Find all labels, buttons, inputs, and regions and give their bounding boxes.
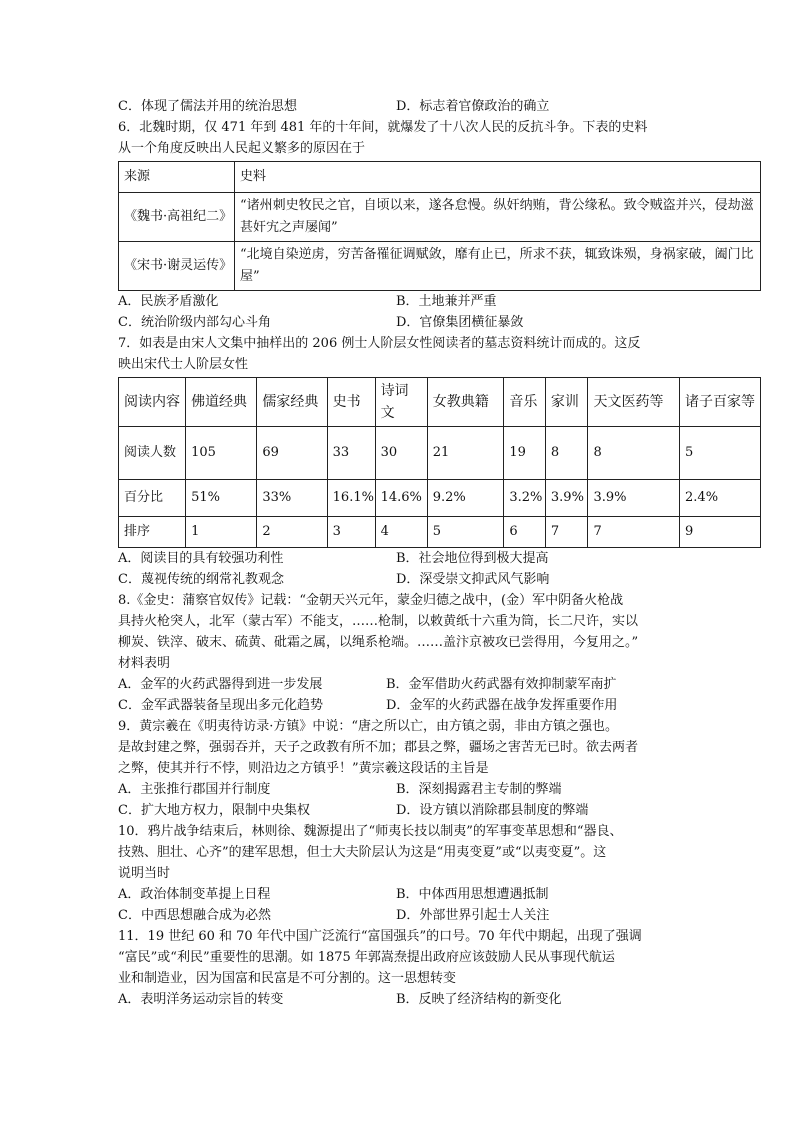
question-10-options-ab — [118, 884, 764, 905]
question-11-stem-line-2: “富民”或“利民”重要性的思潮。如 1875 年郭嵩焘提出政府应该鼓励人民从事现代航运 — [118, 950, 615, 965]
question-6-stem-line-2: 从一个角度反映出人民起义繁多的原因在于 — [118, 141, 366, 156]
option-b: B．深刻揭露君主专制的弊端 — [396, 782, 562, 797]
table-cell: 16.1% — [327, 480, 375, 517]
option-b: B．金军借助火药武器有效抑制蒙军南扩 — [386, 677, 617, 692]
question-8-stem-line-2: 具持火枪突人，北军（蒙古军）不能支，……枪制，以敕黄纸十六重为筒，长二尺许，实以 — [118, 614, 639, 629]
table-row — [119, 480, 761, 517]
question-7 — [118, 333, 764, 590]
header-cell: 诗词文 — [375, 378, 427, 427]
question-8 — [118, 590, 764, 716]
table-header-row — [119, 378, 761, 427]
table-cell: 2 — [257, 517, 327, 548]
header-cell: 阅读内容 — [119, 378, 186, 427]
table-cell: 105 — [186, 427, 257, 480]
question-9 — [118, 716, 764, 821]
header-cell: 儒家经典 — [257, 378, 327, 427]
option-b: B．反映了经济结构的新变化 — [396, 992, 562, 1007]
option-d: D．金军的火药武器在战争发挥重要作用 — [386, 698, 618, 713]
header-cell: 女教典籍 — [427, 378, 504, 427]
option-b: B．土地兼并严重 — [396, 294, 497, 309]
question-11-stem-line-3: 业和制造业，因为国富和民富是不可分割的。这一思想转变 — [118, 971, 457, 986]
question-6-options-ab — [118, 291, 764, 312]
option-d: D．官僚集团横征暴敛 — [396, 315, 524, 330]
table-cell: 9 — [680, 517, 761, 548]
row-label: 排序 — [119, 517, 186, 548]
header-cell: 家训 — [545, 378, 588, 427]
option-c: C．统治阶级内部勾心斗角 — [118, 315, 271, 330]
row-label: 百分比 — [119, 480, 186, 517]
table-row — [119, 193, 761, 242]
question-11-options-ab — [118, 989, 764, 1010]
table-cell: 8 — [588, 427, 680, 480]
question-7-options-cd — [118, 569, 764, 590]
question-9-stem-line-3: 之弊，使其并行不悖，则沿边之方镇乎！”黄宗羲这段话的主旨是 — [118, 761, 489, 776]
question-7-table — [118, 377, 761, 548]
table-cell: 5 — [680, 427, 761, 480]
question-9-options-ab — [118, 779, 764, 800]
question-10 — [118, 821, 764, 926]
header-cell: 音乐 — [504, 378, 546, 427]
question-6 — [118, 117, 764, 333]
header-source: 来源 — [119, 162, 235, 193]
table-cell: 9.2% — [427, 480, 504, 517]
table-cell: 69 — [257, 427, 327, 480]
question-6-table — [118, 161, 761, 291]
question-6-options-cd — [118, 312, 764, 333]
option-d: D．外部世界引起士人关注 — [396, 908, 550, 923]
question-6-stem-line-1: 6．北魏时期，仅 471 年到 481 年的十年间，就爆发了十八次人民的反抗斗争。下表的史料 — [118, 120, 648, 135]
option-a: A．民族矛盾激化 — [118, 294, 219, 309]
table-cell: 6 — [504, 517, 546, 548]
option-d: D．标志着官僚政治的确立 — [396, 99, 550, 114]
header-cell: 天文医药等 — [588, 378, 680, 427]
question-9-stem-line-1: 9．黄宗羲在《明夷待访录·方镇》中说：“唐之所以亡，由方镇之弱，非由方镇之强也。 — [118, 719, 619, 734]
option-c: C．金军武器装备呈现出多元化趋势 — [118, 698, 323, 713]
row-source: 《宋书·谢灵运传》 — [119, 242, 235, 291]
header-cell: 史书 — [327, 378, 375, 427]
option-b: B．中体西用思想遭遇抵制 — [396, 887, 549, 902]
row-source: 《魏书·高祖纪二》 — [119, 193, 235, 242]
question-7-stem-line-2: 映出宋代士人阶层女性 — [118, 357, 249, 372]
row-material: “北境自染逆虏，穷苦备罹征调赋敛，靡有止已，所求不获，辄致诛殒，身祸家破，阖门比屋” — [235, 242, 761, 291]
table-cell: 21 — [427, 427, 504, 480]
option-a: A．主张推行郡国并行制度 — [118, 782, 271, 797]
row-material: “诸州刺史牧民之官，自顷以来，遂各怠慢。纵奸纳贿，背公缘私。致令贼盗并兴，侵劫滋甚奸宄之声屡闻” — [235, 193, 761, 242]
option-a: A．表明洋务运动宗旨的转变 — [118, 992, 284, 1007]
question-8-stem-line-4: 材料表明 — [118, 656, 171, 671]
row-label: 阅读人数 — [119, 427, 186, 480]
option-a: A．阅读目的具有较强功利性 — [118, 551, 284, 566]
question-10-options-cd — [118, 905, 764, 926]
question-10-stem-line-2: 技熟、胆壮、心齐”的建军思想，但士大夫阶层认为这是“用夷变夏”或“以夷变夏”。这 — [118, 845, 607, 860]
question-7-stem-line-1: 7．如表是由宋人文集中抽样出的 206 例士人阶层女性阅读者的墓志资料统计而成的。这反 — [118, 336, 641, 351]
table-cell: 19 — [504, 427, 546, 480]
header-cell: 诸子百家等 — [680, 378, 761, 427]
table-cell: 14.6% — [375, 480, 427, 517]
header-material: 史料 — [235, 162, 761, 193]
table-header-row — [119, 162, 761, 193]
table-cell: 3 — [327, 517, 375, 548]
prev-question-options — [118, 96, 764, 117]
table-row — [119, 427, 761, 480]
table-cell: 1 — [186, 517, 257, 548]
header-cell: 佛道经典 — [186, 378, 257, 427]
question-8-stem-line-3: 柳炭、铁滓、破末、硫黄、砒霜之属，以绳系枪端。……盖汴京被攻已尝得用，今复用之。” — [118, 635, 639, 650]
option-c: C．中西思想融合成为必然 — [118, 908, 271, 923]
option-d: D．深受崇文抑武风气影响 — [396, 572, 550, 587]
question-11 — [118, 926, 764, 1010]
table-cell: 3.9% — [545, 480, 588, 517]
table-cell: 7 — [545, 517, 588, 548]
table-cell: 51% — [186, 480, 257, 517]
option-d: D．设方镇以消除郡县制度的弊端 — [396, 803, 589, 818]
question-8-options-ab — [118, 674, 764, 695]
option-a: A．政治体制变革提上日程 — [118, 887, 271, 902]
question-8-options-cd — [118, 695, 764, 716]
table-cell: 33% — [257, 480, 327, 517]
table-cell: 8 — [545, 427, 588, 480]
table-cell: 5 — [427, 517, 504, 548]
table-cell: 3.2% — [504, 480, 546, 517]
question-8-stem-line-1: 8.《金史：蒲察官奴传》记载：“金朝天兴元年，蒙金归德之战中，(金）军中阴备火枪战 — [118, 593, 624, 608]
table-row — [119, 242, 761, 291]
question-9-stem-line-2: 是故封建之弊，强弱吞并，天子之政教有所不加；郡县之弊，疆场之害苦无已时。欲去两者 — [118, 740, 639, 755]
option-c: C．扩大地方权力，限制中央集权 — [118, 803, 310, 818]
option-b: B．社会地位得到极大提高 — [396, 551, 549, 566]
table-cell: 4 — [375, 517, 427, 548]
table-cell: 2.4% — [680, 480, 761, 517]
exam-page — [118, 96, 764, 1010]
option-c: C．蔑视传统的纲常礼教观念 — [118, 572, 284, 587]
option-c: C．体现了儒法并用的统治思想 — [118, 99, 297, 114]
question-10-stem-line-1: 10．鸦片战争结束后，林则徐、魏源提出了“师夷长技以制夷”的军事变革思想和“器良、 — [118, 824, 623, 839]
table-row — [119, 517, 761, 548]
question-11-stem-line-1: 11．19 世纪 60 和 70 年代中国广泛流行“富国强兵”的口号。70 年代中期起，出现了强调 — [118, 929, 642, 944]
table-cell: 3.9% — [588, 480, 680, 517]
question-10-stem-line-3: 说明当时 — [118, 866, 171, 881]
question-9-options-cd — [118, 800, 764, 821]
question-7-options-ab — [118, 548, 764, 569]
table-cell: 30 — [375, 427, 427, 480]
option-a: A．金军的火药武器得到进一步发展 — [118, 677, 323, 692]
table-cell: 33 — [327, 427, 375, 480]
table-cell: 7 — [588, 517, 680, 548]
